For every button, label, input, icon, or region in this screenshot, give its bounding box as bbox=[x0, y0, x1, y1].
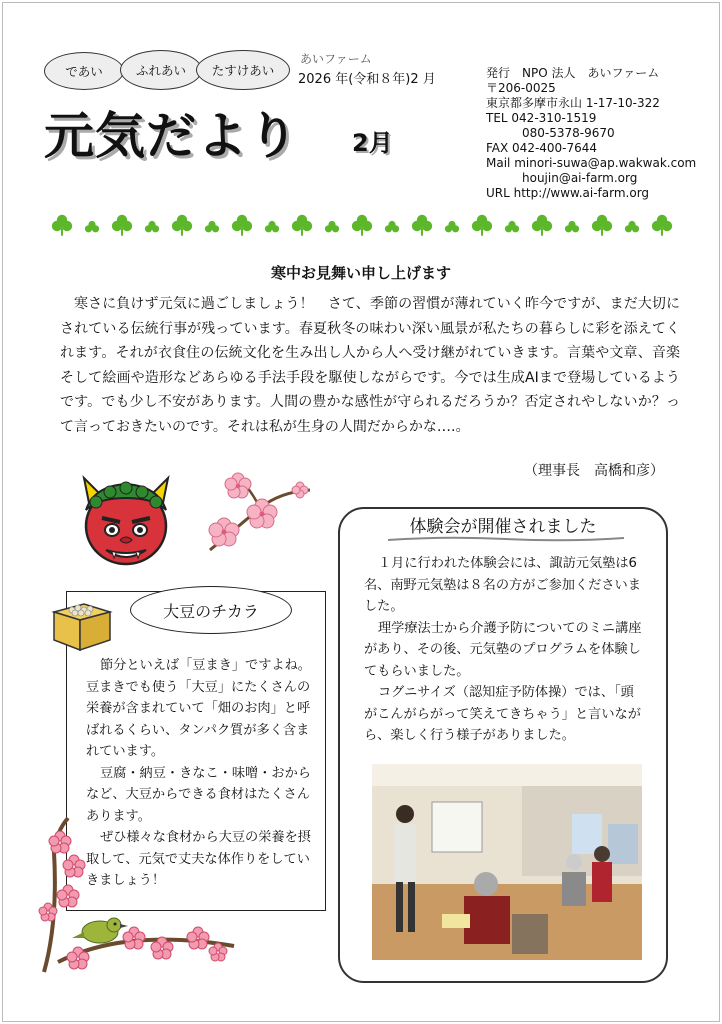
clover-icon bbox=[52, 215, 72, 236]
clover-icon bbox=[145, 221, 159, 233]
oval-label: たすけあい bbox=[211, 63, 275, 78]
clover-icon bbox=[292, 215, 312, 236]
event-article-title: 体験会が開催されました bbox=[409, 517, 597, 537]
publisher-line: FAX 042-400-7644 bbox=[486, 141, 598, 155]
event-paragraph: 理学療法士から介護予防についてのミニ講座があり、その後、元気塾のプログラムを体験してもらいました。 bbox=[364, 620, 642, 679]
event-photo bbox=[372, 764, 642, 960]
oval-deai bbox=[44, 52, 124, 90]
clover-icon bbox=[412, 215, 432, 236]
oval-label: であい bbox=[65, 64, 103, 79]
clover-icon bbox=[625, 221, 639, 233]
clover-icon bbox=[85, 221, 99, 233]
clover-icon bbox=[505, 221, 519, 233]
publisher-info bbox=[486, 66, 696, 201]
greeting-paragraph: 寒さに負けず元気に過ごしましょう！ さて、季節の習慣が薄れていく昨今ですが、まだ大切にされている伝統行事が残っています。春夏秋冬の味わい深い風景が私たちの暮らしに彩を添えてくれます。それが衣食住の伝統文化を生み出し人から人へ受け継がれていきます。言葉や文章、音楽そして絵画や造形などあらゆる手法手段を駆使しながらです。今では生成AIまで登場しているようです。でも少し不安があります。人間の豊かな感性が守られるだろうか？否定されやしないか？って言っておきたいのです。それは私が生身の人間だからかな‥‥。 bbox=[60, 296, 680, 435]
oval-tasukeai bbox=[196, 50, 290, 90]
masu-box-icon bbox=[48, 596, 114, 654]
clover-icon bbox=[265, 221, 279, 233]
oni-mask-icon bbox=[74, 468, 178, 572]
clover-icon bbox=[112, 215, 132, 236]
newsletter-title: 元気だより bbox=[44, 107, 299, 165]
clover-icon bbox=[385, 221, 399, 233]
issue-date: 2026 年(令和８年)2 月 bbox=[298, 72, 436, 87]
clover-icon bbox=[652, 215, 672, 236]
clover-icon bbox=[532, 215, 552, 236]
clover-icon bbox=[592, 215, 612, 236]
publisher-line: TEL 042-310-1519 bbox=[486, 111, 597, 125]
oval-label: ふれあい bbox=[135, 63, 186, 78]
clover-icon bbox=[325, 221, 339, 233]
clover-icon bbox=[232, 215, 252, 236]
publisher-line: Mail minori-suwa@ap.wakwak.com bbox=[486, 156, 697, 170]
publisher-line: URL http://www.ai-farm.org bbox=[486, 186, 650, 200]
clover-icon bbox=[472, 215, 492, 236]
publisher-line: 発行 NPO 法人 あいファーム bbox=[486, 66, 660, 80]
greeting-title: 寒中お見舞い申し上げます bbox=[270, 264, 451, 282]
greeting-body bbox=[60, 292, 680, 439]
clover-icon bbox=[445, 221, 459, 233]
oval-fureai bbox=[120, 50, 202, 90]
bush-warbler-icon bbox=[38, 812, 238, 978]
publisher-line: houjin@ai-farm.org bbox=[486, 171, 638, 185]
greeting-signature: （理事長 高橋和彦） bbox=[524, 463, 664, 479]
soy-article-title: 大豆のチカラ bbox=[130, 586, 292, 634]
clover-icon bbox=[352, 215, 372, 236]
publisher-line: 〒206-0025 bbox=[486, 81, 556, 95]
plum-blossom-icon bbox=[200, 470, 315, 560]
soy-paragraph: 豆腐・納豆・きなこ・味噌・おからなど、大豆からできる食材はたくさんあります。 bbox=[86, 765, 311, 824]
clover-divider bbox=[48, 210, 678, 244]
org-small-label: あいファーム bbox=[300, 52, 372, 66]
publisher-line: 東京都多摩市永山 1-17-10-322 bbox=[486, 96, 660, 110]
soy-paragraph: 節分といえば「豆まき」ですよね。豆まきでも使う「大豆」にたくさんの栄養が含まれていて「畑のお肉」と呼ばれるくらい、タンパク質が多く含まれています。 bbox=[86, 658, 311, 759]
clover-icon bbox=[565, 221, 579, 233]
clover-icon bbox=[172, 215, 192, 236]
event-paragraph: １月に行われた体験会には、諏訪元気塾は6名、南野元気塾は８名の方がご参加くださいました。 bbox=[364, 556, 641, 614]
issue-month: 2月 bbox=[352, 129, 393, 157]
event-paragraph: コグニサイズ（認知症予防体操）では、「頭がこんがらがって笑えてきちゃう」と言いながら、楽しく行う様子がありました。 bbox=[364, 685, 641, 743]
clover-icon bbox=[205, 221, 219, 233]
soy-paragraph: ぜひ様々な食材から大豆の栄養を摂取して、元気で丈夫な体作りをしていきましょう！ bbox=[86, 830, 311, 888]
publisher-line: 080-5378-9670 bbox=[486, 126, 615, 140]
title-underline bbox=[386, 534, 626, 544]
event-article-body bbox=[364, 553, 646, 747]
